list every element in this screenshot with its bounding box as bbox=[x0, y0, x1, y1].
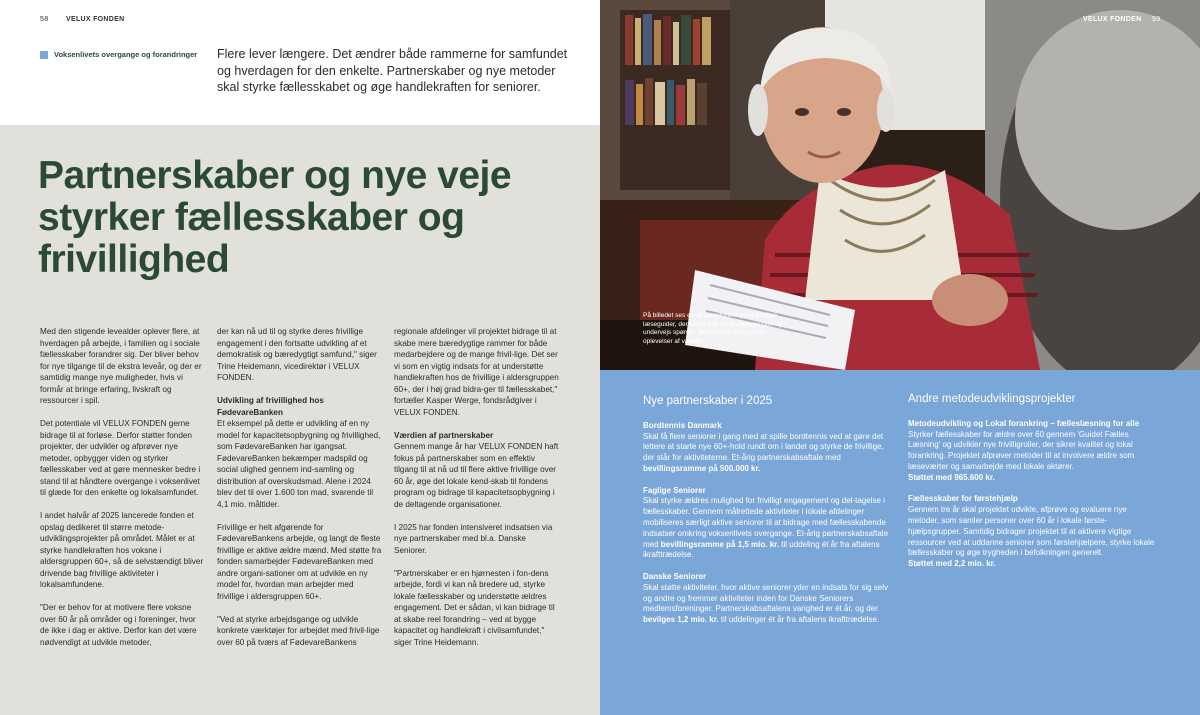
grant-amount: Støttet med 2,2 mio. kr. bbox=[908, 559, 996, 569]
paragraph: I andet halvår af 2025 lancerede fonden et opslag dedikeret til større metode-udviklingsprojekter på området. Målet er at styrke handlekraften hos voksne i aldersgruppen 60+, så de selvstændigt bliver drivende bag frivillige aktiviteter i lokalsamfundene. bbox=[40, 511, 204, 589]
grant-amount: Støttet med 965.600 kr. bbox=[908, 472, 995, 482]
page-number-right: 59 bbox=[1152, 16, 1161, 23]
grant-amount: bevillingsramme på 500.000 kr. bbox=[643, 463, 761, 473]
grant-amount: bevillingsramme på 1,5 mio. kr. bbox=[660, 539, 780, 549]
photo-caption: På billedet ses en af Læseforeningens frivillige læseguider, der læser højt for en læsegruppe og undervejs spørger åbent ind til deltagernes oplevelser af værket. bbox=[643, 312, 783, 345]
intro-text: Flere lever længere. Det ændrer både rammerne for samfundet og hverdagen for den enkelte. Partnerskaber og nye metoder skal styrke fællesskabet og øge handlekraften for seniorer. bbox=[217, 47, 568, 94]
info-box bbox=[600, 370, 1200, 715]
text-column-1 bbox=[40, 326, 205, 660]
text-column-3 bbox=[394, 326, 559, 660]
project-name: Fællesskaber for førstehjælp bbox=[908, 494, 1018, 504]
paragraph: "Partnerskaber er en hjørnesten i fon-dens arbejde, fordi vi kan nå bredere ud, styrke lokale fællesskaber og understøtte ældres engagement. Det er sådan, vi kan bidrage til at skabe reel forandring – ved at bygge kapacitet og handlekraft i civilsamfundet," siger Trine Heidemann. bbox=[394, 568, 555, 647]
paragraph: Et eksempel på dette er udvikling af en ny model for kapacitetsopbygning og frivillighed, som FødevareBanken har igangsat. FødevareBanken bekæmper madspild og social ulighed gennem ind-samling og distribution af overskudsmad. Alene i 2024 blev det til over 1.600 ton mad, svarende til 4,1 mio. måltider. bbox=[217, 419, 381, 509]
partner-name: Bordtennis Danmark bbox=[643, 420, 722, 430]
page-headline: Partnerskaber og nye veje styrker fællesskaber og frivillighed bbox=[38, 154, 512, 281]
brand-left: VELUX FONDEN bbox=[66, 16, 125, 23]
new-partnerships-column bbox=[643, 396, 895, 637]
paragraph: Frivillige er helt afgørende for FødevareBankens arbejde, og langt de fleste frivillige er aktive ældre mænd. Med støtte fra fonden samarbejder FødevareBanken med andre organi-sationer om at udvikle en ny model for, hvordan man arbejder med frivillige i aldersgruppen 60+. bbox=[217, 522, 382, 601]
partner-name: Faglige Seniorer bbox=[643, 485, 706, 495]
paragraph: Med den stigende levealder oplever flere, at hverdagen på arbejde, i familien og i sociale fællesskaber forandrer sig. Der bliver behov for nye tilgange til de ekstra leveår, og der er samtidig mange nye muligheder, hvis vi formår at bringe erfaring, livskraft og ressourcer i spil. bbox=[40, 327, 202, 405]
paragraph: I 2025 har fonden intensiveret indsatsen via nye partnerskaber med bl.a. Danske Seniorer. bbox=[394, 522, 553, 555]
project-description: Gennem tre år skal projektet udvikle, afprøve og evaluere nye metoder, som samler personer over 60 år i lokale første-hjælpsgrupper. Samtidig bidrager projektet til at aktivere vigtige ressourcer ved at uddanne seniorer som førstehjælpere, styrke lokale fællesskaber og øge trygheden i befolkningen generelt. Støttet med 2,2 mio. kr. bbox=[908, 505, 1155, 569]
paragraph: Det potentiale vil VELUX FONDEN gerne bidrage til at forløse. Derfor støtter fonden projekter, der udvikler og afprøver nye metoder, opbygger viden og styrker fællesskaber ved at gøre mennesker bedre i stand til at håndtere overgange i voksenlivet til glæde for den enkelte og lokalsamfundet. bbox=[40, 419, 201, 497]
brand-right: VELUX FONDEN bbox=[1083, 16, 1142, 23]
project-description: Styrker fællesskaber for ældre over 60 gennem 'Guidet Fælles Læsning' og udvikler nye frivilligroller, der sikrer kvalitet og lokal forankring. Projektet afprøver metoder til at involvere ældre som læseværter og samarbejde med lokale aktører. Støttet med 965.600 kr. bbox=[908, 429, 1135, 482]
partner-description: Skal få flere seniorer i gang med at spille bordtennis ved at gøre det lettere at starte nye 60+-hold rundt om i landet og styrke de frivillige, der står for aktiviteterne. Et-årig partnerskabsaftale med bevillingsramme på 500.000 kr. bbox=[643, 431, 884, 473]
paragraph: regionale afdelinger vil projektet bidrage til at skabe mere bæredygtige rammer for både medarbejdere og de mange frivil-lige. Det ser vi som en vigtig indsats for at understøtte handlekraften hos de frivillige i aldersgruppen 60+, der i høj grad bidra-ger til fællesskabet," fortæller Kasper Werge, fondsrådgiver i VELUX FONDEN. bbox=[394, 327, 559, 417]
square-icon bbox=[40, 51, 48, 59]
subheading: Værdien af partnerskaber bbox=[394, 430, 494, 440]
paragraph: der kan nå ud til og styrke deres frivillige engagement i den fortsatte udvikling af et demokratisk og bæredygtigt samfund," siger Trine Heidemann, vicedirektør i VELUX FONDEN. bbox=[217, 327, 377, 382]
grant-amount: bevilges 1,2 mio. kr. bbox=[643, 615, 719, 625]
info-box-title: Nye partnerskaber i 2025 bbox=[643, 395, 773, 407]
paragraph: "Ved at styrke arbejdsgange og udvikle konkrete værktøjer for arbejdet med frivil-lige over 60 på tværs af FødevareBankens bbox=[217, 614, 380, 647]
paragraph: Gennem mange år har VELUX FONDEN haft fokus på partnerskaber som en effektiv tilgang til at nå ud til flere aktive frivillige over 60 år, øge det lokale kend-skab til fondens program og bidrage til kapacitetsopbygning i de deltagende organisationer. bbox=[394, 442, 559, 509]
other-projects-column bbox=[908, 394, 1160, 581]
subheading: Udvikling af frivillighed hos FødevareBanken bbox=[217, 396, 324, 417]
partner-name: Danske Seniorer bbox=[643, 571, 707, 581]
section-tag bbox=[40, 50, 197, 59]
info-box-title: Andre metodeudviklingsprojekter bbox=[908, 393, 1076, 405]
project-name: Metodeudvikling og Lokal forankring – fælleslæsning for alle bbox=[908, 418, 1140, 428]
partner-description: Skal styrke ældres mulighed for frivilligt engagement og del-tagelse i fællesskaber. Gennem målrettede aktiviteter i lokale afdelinger mobiliseres særligt aktive seniorer til at bidrage med fællesskabende indsatser omkring voksenlivets overgange. Et-årig partnerskabsaftale med bevillingsramme på 1,5 mio. kr. til uddeling ét år fra aftalens ikrafttrædelse. bbox=[643, 496, 889, 560]
section-tag-label: Voksenlivets overgange og forandringer bbox=[54, 50, 198, 59]
page-number-left: 58 bbox=[40, 16, 49, 23]
partner-description: Skal støtte aktiviteter, hvor aktive seniorer yder en indsats for sig selv og andre og fremmer aktiviteter inden for Danske Seniorers medlemsforeninger. Partnerskabsaftalens varighed er ét år, og der bevilges 1,2 mio. kr. til uddelinger ét år fra aftalens ikrafttrædelse. bbox=[643, 582, 888, 625]
text-column-2 bbox=[217, 326, 382, 660]
paragraph: "Der er behov for at motivere flere voksne over 60 år på områder og i foreninger, hvor de ikke i dag er aktive. Derfor kan det være nødvendigt at udvikle metoder, bbox=[40, 603, 197, 647]
